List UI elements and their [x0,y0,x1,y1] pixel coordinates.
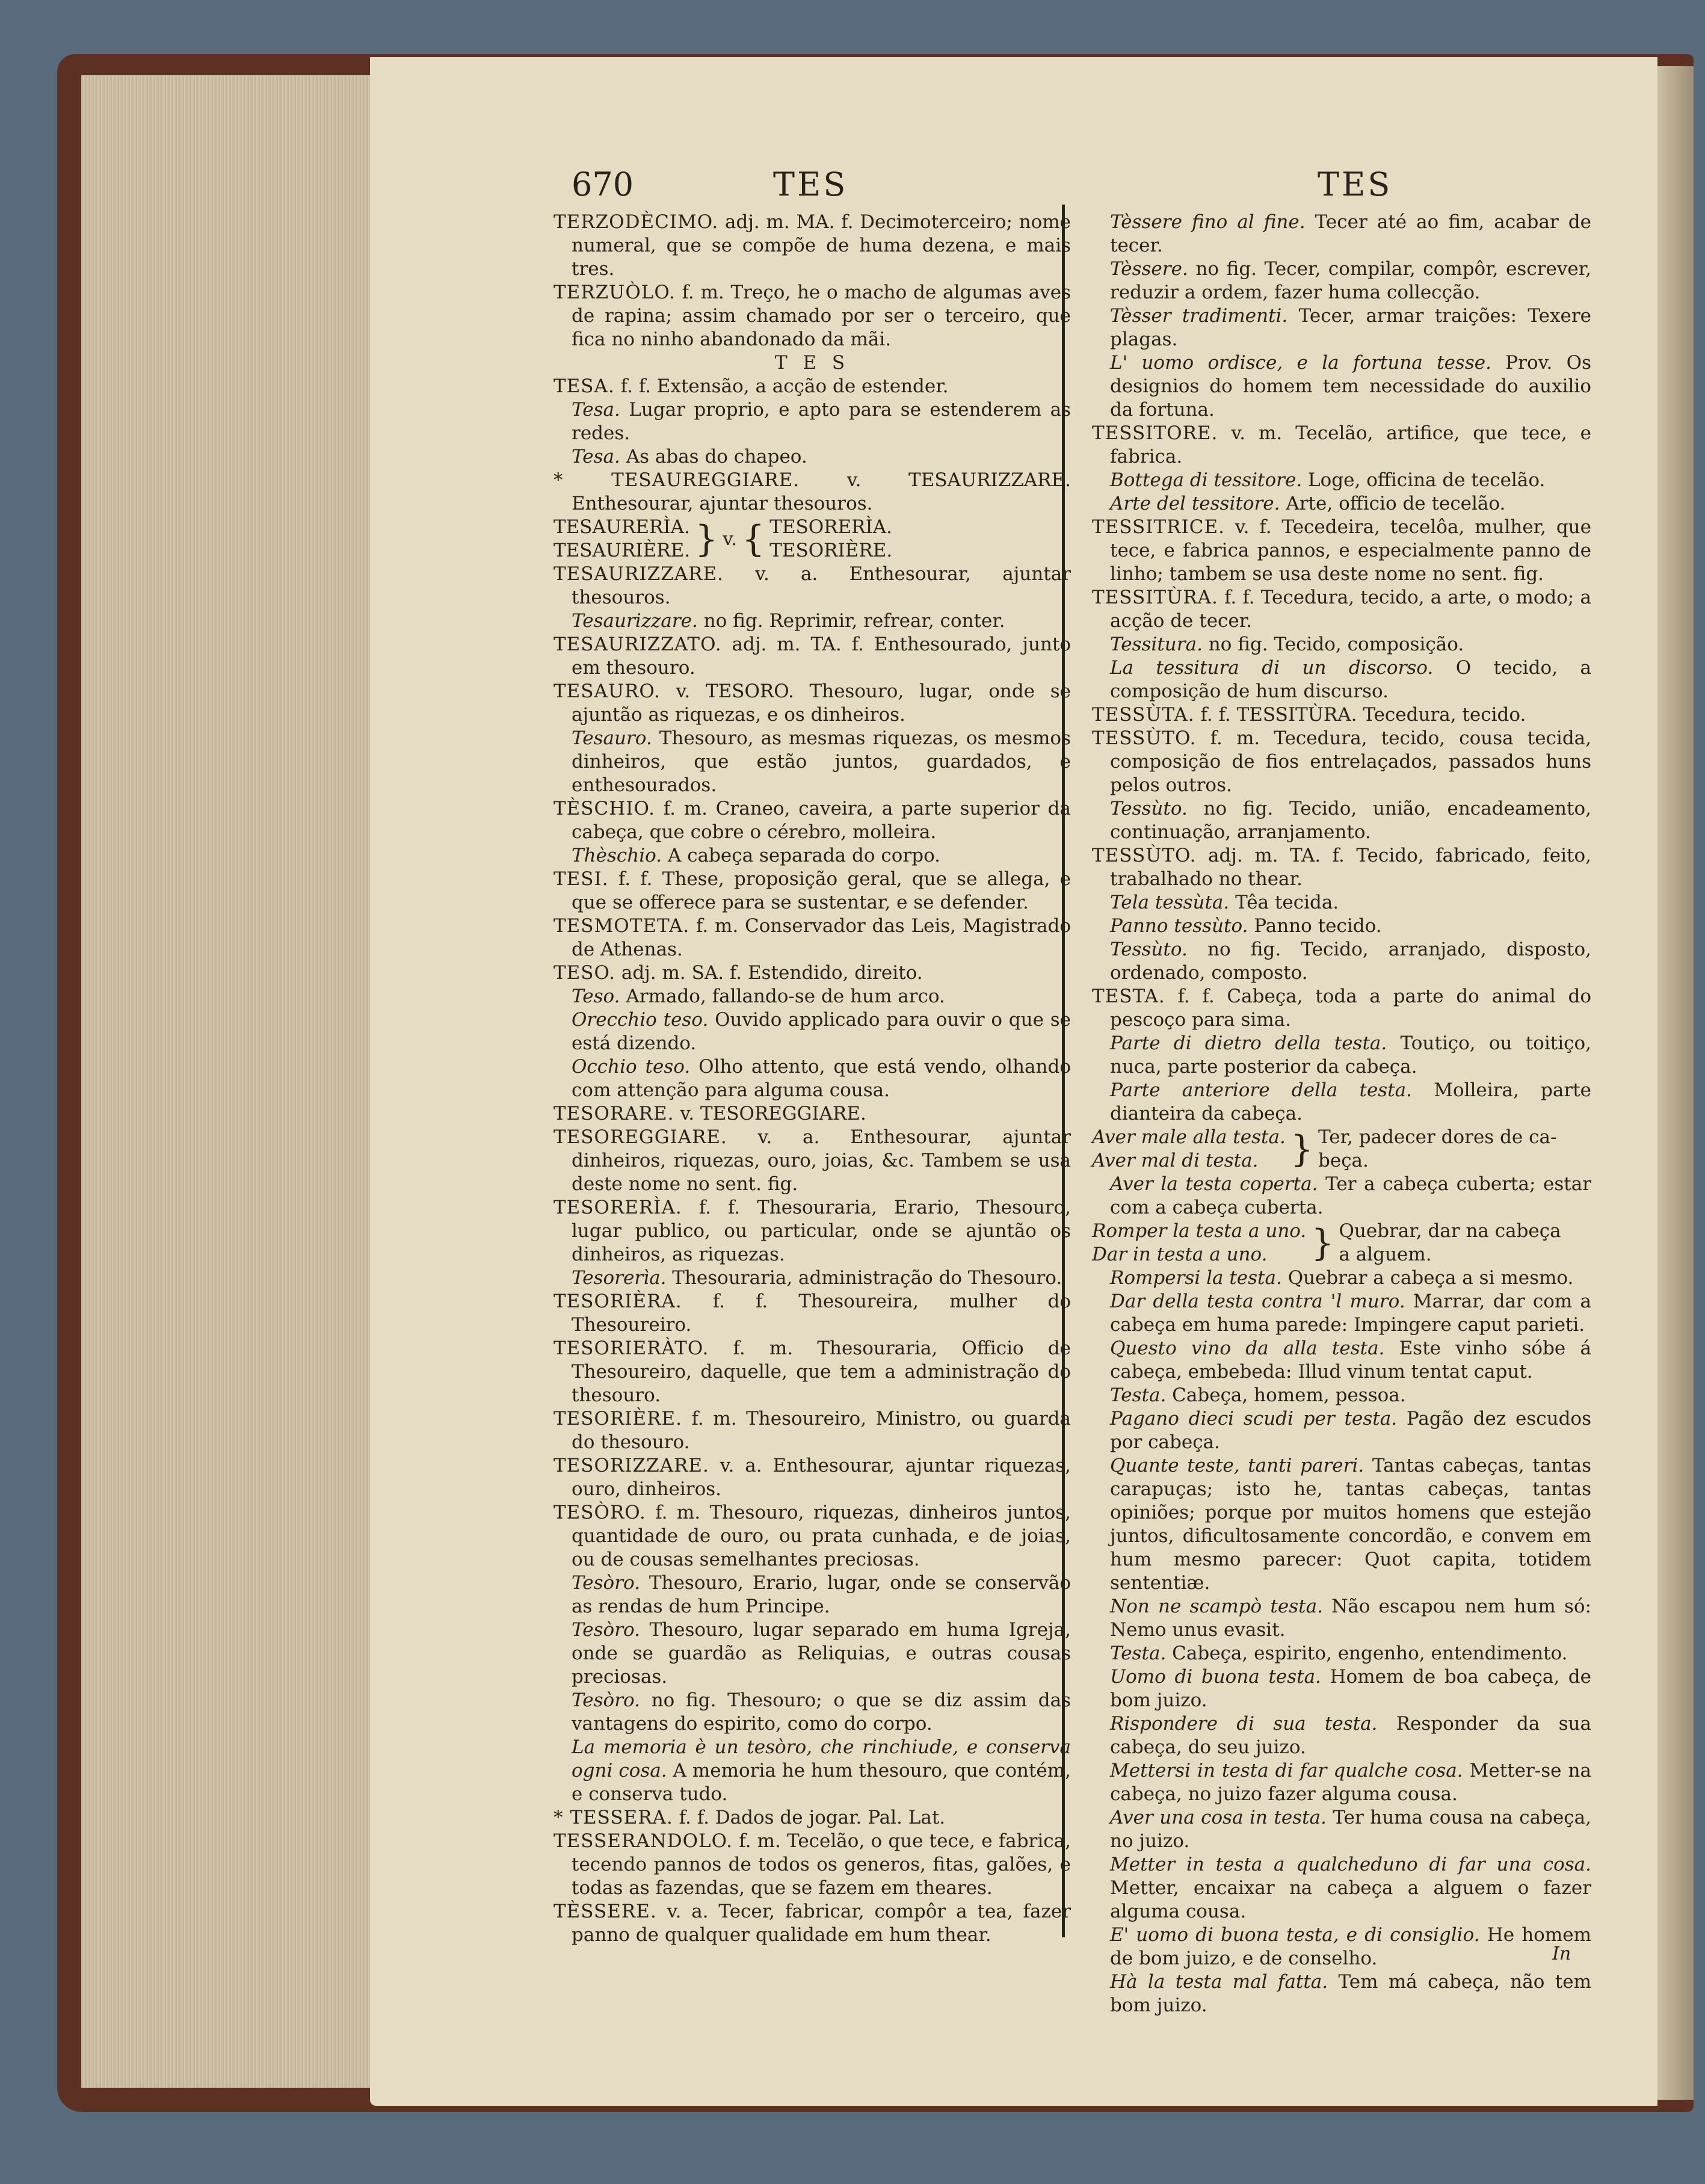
italic-phrase: Aver la testa coperta. [1110,1173,1318,1195]
italic-phrase: Dar della testa contra 'l muro. [1110,1291,1405,1312]
sub-entry [1092,1923,1591,1970]
headword: TESAURO. [553,680,661,702]
definition-text: f. f. These, proposição geral, que se allega, e que se offerece para se sustentar, e se defender. [572,868,1071,913]
italic-phrase: Tesòro. [572,1572,640,1594]
headword: TESOREGGIARE. [553,1126,727,1148]
italic-phrase: Testa. [1110,1384,1167,1406]
headword: TESMOTETA. [553,915,690,937]
headword: TESORIÈRE. [553,1408,682,1430]
sub-entry [553,1689,1071,1736]
sub-entry [553,1266,1071,1290]
braced-group [1092,1126,1591,1173]
dictionary-entry [553,1454,1071,1501]
italic-phrase: Questo vino da alla testa. [1110,1337,1385,1359]
sub-entry [553,844,1071,868]
sub-entry [553,445,1071,469]
sub-entry [553,1055,1071,1102]
dictionary-entry [553,868,1071,915]
italic-phrase: Tela tessùta. [1110,892,1230,913]
dictionary-entry [553,469,1071,516]
dictionary-entry [553,211,1071,281]
headword: TESORERÌA. [553,1197,682,1218]
dictionary-entry [1092,516,1591,586]
italic-phrase: Tessitura. [1110,634,1203,655]
sub-entry [1092,915,1591,938]
dictionary-entry [1092,586,1591,633]
dictionary-entry [553,563,1071,609]
italic-phrase: Parte anteriore della testa. [1110,1079,1412,1101]
page-edges [81,75,371,2088]
definition-text: Armado, fallando-se de hum arco. [620,986,945,1007]
brace-right-item: Ter, padecer dores de ca- [1318,1126,1557,1148]
headword: TESSITORE. [1092,422,1218,444]
dictionary-entry [1092,422,1591,469]
definition-text: v. a. Enthesourar, ajuntar thesouros. [572,563,1071,608]
headword: TESSERANDOLO. [553,1830,733,1852]
italic-phrase: Tèssere. [1110,258,1188,280]
definition-text: Panno tecido. [1248,915,1382,937]
definition-text: O tecido, a composição de hum discurso. [1110,657,1591,702]
definition-text: v. f. Tecedeira, tecelôa, mulher, que tece, e fabrica pannos, e especialmente panno de linho; tambem se usa deste nome no sent. fig. [1110,516,1591,585]
definition-text: f. m. Treço, he o macho de algumas aves de rapina; assim chamado por ser o terceiro, que fica no ninho abandonado da mãi. [572,282,1071,350]
headword: TESSÙTO. [1092,727,1197,749]
sub-entry [1092,211,1591,258]
definition-text: Tecer até ao fim, acabar de tecer. [1110,211,1591,256]
brace-left-item: Aver male alla testa. [1092,1126,1286,1148]
sub-entry [553,1008,1071,1055]
definition-text: Quebrar a cabeça a si mesmo. [1281,1267,1574,1289]
definition-text: f. m. Thesouraria, Officio de Thesoureiro, daquelle, que tem a administração do thesouro. [572,1337,1071,1406]
definition-text: Thesouro, Erario, lugar, onde se conservão as rendas de hum Principe. [572,1572,1071,1617]
sub-entry [1092,258,1591,304]
definition-text: Metter, encaixar na cabeça a alguem o fazer alguma cousa. [1110,1877,1591,1922]
dictionary-entry [553,375,1071,398]
definition-text: no fig. Reprimir, refrear, conter. [697,610,1005,632]
definition-text: f. f. TESSITÙRA. Tecedura, tecido. [1194,704,1526,726]
definition-text: no fig. Tecido, composição. [1202,634,1464,655]
headword: TESORIZZARE. [553,1455,709,1476]
sub-entry [1092,1665,1591,1712]
italic-phrase: L' uomo ordisce, e la fortuna tesse. [1110,352,1491,374]
definition-text: Responder da sua cabeça, do seu juizo. [1110,1713,1591,1758]
definition-text: f. m. Tecelão, o que tece, e fabrica, tecendo pannos de todos os generos, fitas, galões, e todas as fazendas, que se fazem em theares. [572,1830,1071,1899]
definition-text: Não escapou nem hum só: Nemo unus evasit. [1110,1596,1591,1641]
page-number: 670 [572,165,634,203]
definition-text: adj. m. TA. f. Tecido, fabricado, feito, trabalhado no thear. [1110,845,1591,890]
definition-text: v. a. Tecer, fabricar, compôr a tea, fazer panno de qualquer qualidade em hum thear. [572,1901,1071,1946]
definition-text: As abas do chapeo. [620,446,807,467]
sub-entry [1092,304,1591,351]
dictionary-entry [553,797,1071,844]
italic-phrase: Parte di dietro della testa. [1110,1032,1387,1054]
definition-text: Este vinho sóbe á cabeça, embebeda: Illud vinum tentat caput. [1110,1337,1591,1383]
definition-text: v. a. Enthesourar, ajuntar riquezas, ouro, dinheiros. [572,1455,1071,1500]
right-column [1092,211,1591,2017]
sub-entry [1092,1712,1591,1759]
headword: TESI. [553,868,609,890]
definition-text: f. m. Thesouro, riquezas, dinheiros juntos, quantidade de ouro, ou prata cunhada, e de joias, ou de cousas semelhantes preciosas. [572,1502,1071,1570]
headword: TESAURIZZATO. [553,634,722,655]
headword: * TESSERA. [553,1807,673,1828]
left-column [553,211,1071,1947]
definition-text: Loge, officina de tecelão. [1302,469,1546,491]
sub-entry [1092,1032,1591,1079]
definition-text: no fig. Tecido, união, encadeamento, continuação, arranjamento. [1110,798,1591,843]
definition-text: Têa tecida. [1229,892,1339,913]
sub-entry [1092,1595,1591,1642]
headword: TESO. [553,962,615,984]
definition-text: no fig. Tecido, arranjado, disposto, ordenado, composto. [1110,939,1591,984]
italic-phrase: Tesa. [572,399,620,421]
dictionary-entry [553,1501,1071,1572]
italic-phrase: La tessitura di un discorso. [1110,657,1434,679]
italic-phrase: Thèschio. [572,845,662,866]
brace-right-item: TESORIÈRE. [769,540,893,561]
definition-text: Thesouro, as mesmas riquezas, os mesmos dinheiros, que estão juntos, guardados, e enthesourados. [572,727,1071,796]
brace-glyph: } [1290,1128,1313,1170]
headword: TESORIERÀTO. [553,1337,709,1359]
sub-entry [553,609,1071,633]
headword: TESSITÙRA. [1092,587,1218,608]
definition-text: Ter huma cousa na cabeça, no juizo. [1110,1807,1591,1852]
italic-phrase: Metter in testa a qualcheduno di far una cosa. [1110,1854,1591,1875]
definition-text: f. f. Tecedura, tecido, a arte, o modo; a acção de tecer. [1110,587,1591,632]
brace-mid: v. [723,528,737,550]
definition-text: Tecer, armar traições: Texere plagas. [1110,305,1591,350]
sub-entry [1092,1384,1591,1407]
sub-entry [553,985,1071,1008]
definition-text: f. f. Dados de jogar. Pal. Lat. [673,1807,946,1828]
sub-entry [553,1572,1071,1618]
italic-phrase: Tesòro. [572,1689,640,1711]
definition-text: A memoria he hum thesouro, que contém, e conserva tudo. [572,1760,1071,1805]
dictionary-entry [553,1407,1071,1454]
italic-phrase: Tèsser tradimenti. [1110,305,1288,327]
italic-phrase: Arte del tessitore. [1110,493,1280,514]
sub-entry [1092,1806,1591,1853]
definition-text: f. m. Thesoureiro, Ministro, ou guarda do thesouro. [572,1408,1071,1453]
definition-text: Metter-se na cabeça, no juizo fazer alguma cousa. [1110,1760,1592,1805]
dictionary-entry [553,633,1071,680]
definition-text: v. TESORO. Thesouro, lugar, onde se ajuntão as riquezas, e os dinheiros. [572,680,1071,726]
definition-text: Arte, officio de tecelão. [1280,493,1506,514]
brace-left-item: Aver mal di testa. [1092,1150,1259,1171]
dictionary-entry [1092,727,1591,797]
dictionary-entry [553,680,1071,727]
sub-entry [1092,1290,1591,1337]
italic-phrase: Uomo di buona testa. [1110,1666,1321,1688]
headword: * TESAUREGGIARE. [553,469,800,491]
braced-group [1092,1220,1591,1266]
definition-text: He homem de bom juizo, e de conselho. [1110,1924,1591,1969]
italic-phrase: La memoria è un tesòro, che rinchiude, e conserva ogni cosa. [572,1736,1071,1781]
definition-text: f. m. Conservador das Leis, Magistrado de Athenas. [572,915,1071,960]
sub-entry [1092,891,1591,915]
definition-text: f. f. Thesoureira, mulher do Thesoureiro. [572,1291,1071,1336]
dictionary-entry [1092,985,1591,1032]
dictionary-entry [553,281,1071,351]
definition-text: Toutiço, ou toitiço, nuca, parte posterior da cabeça. [1110,1032,1591,1078]
definition-text: v. m. Tecelão, artifice, que tece, e fabrica. [1110,422,1591,467]
headword: TERZODÈCIMO. [553,211,719,233]
brace-right-item: Quebrar, dar na cabeça [1339,1220,1561,1242]
headword: TESAURIZZARE. [553,563,724,585]
sub-entry [1092,1970,1591,2017]
definition-text: Pagão dez escudos por cabeça. [1110,1408,1591,1453]
sub-entry [1092,1642,1591,1665]
headword: TÈSCHIO. [553,798,655,819]
sub-entry [1092,351,1591,422]
italic-phrase: Aver una cosa in testa. [1110,1807,1327,1828]
brace-left-item: TESAURERÌA. [553,516,690,538]
catchword: In [1552,1943,1571,1964]
sub-entry [1092,469,1591,492]
brace-glyph: } [695,518,718,560]
definition-text: Molleira, parte dianteira da cabeça. [1110,1079,1591,1124]
section-heading: T E S [774,352,850,374]
dictionary-entry [553,1290,1071,1337]
dictionary-entry [553,1900,1071,1947]
sub-entry [1092,1853,1591,1923]
italic-phrase: Tesaurizzare. [572,610,698,632]
headword: TESTA. [1092,986,1165,1007]
italic-phrase: Bottega di tessitore. [1110,469,1303,491]
definition-text: f. f. Cabeça, toda a parte do animal do pescoço para sima. [1110,986,1591,1031]
sub-entry [1092,492,1591,516]
definition-text: Ter a cabeça cuberta; estar com a cabeça cuberta. [1110,1173,1592,1218]
dictionary-entry [553,961,1071,985]
sub-entry [1092,633,1591,656]
definition-text: Prov. Os designios do homem tem necessidade do auxilio da fortuna. [1110,352,1591,421]
brace-left-item: Romper la testa a uno. [1092,1220,1307,1242]
italic-phrase: Panno tessùto. [1110,915,1248,937]
headword: TÈSSERE. [553,1901,657,1922]
sub-entry [1092,1454,1591,1595]
headword: TESSÙTA. [1092,704,1195,726]
dictionary-entry [553,1806,1071,1830]
sub-entry [1092,1407,1591,1454]
definition-text: Thesouro, lugar separado em huma Igreja, onde se guardão as Reliquias, e outras cousas preciosas. [572,1619,1071,1688]
dictionary-entry [553,1196,1071,1266]
definition-text: adj. m. MA. f. Decimoterceiro; nome numeral, que se compõe de huma dezena, e mais tres. [572,211,1071,280]
dictionary-entry [553,1830,1071,1900]
sub-entry [553,398,1071,445]
brace-glyph: } [1311,1222,1334,1264]
dictionary-entry [553,1102,1071,1126]
dictionary-entry [1092,844,1591,891]
definition-text: Thesouraria, administração do Thesouro. [666,1267,1062,1289]
definition-text: v. TESAURIZZARE. Enthesourar, ajuntar thesouros. [572,469,1071,514]
dictionary-entry [1092,703,1591,727]
sub-entry [1092,1266,1591,1290]
definition-text: A cabeça separada do corpo. [662,845,941,866]
headword: TESORARE. [553,1103,674,1124]
sub-entry [1092,1173,1591,1220]
dictionary-entry [553,915,1071,961]
sub-entry [1092,1337,1591,1384]
sub-entry [1092,1079,1591,1126]
definition-text: Marrar, dar com a cabeça em huma parede: Impingere caput parieti. [1110,1291,1592,1336]
definition-text: f. f. Thesouraria, Erario, Thesouro, lugar publico, ou particular, onde se ajuntão os dinheiros, as riquezas. [572,1197,1071,1265]
definition-text: v. a. Enthesourar, ajuntar dinheiros, riquezas, ouro, joias, &c. Tambem se usa deste nome no sent. fig. [572,1126,1071,1195]
sub-entry [1092,797,1591,844]
facing-page-edge [1657,66,1694,2100]
italic-phrase: Non ne scampò testa. [1110,1596,1323,1617]
italic-phrase: Tesòro. [572,1619,640,1641]
headword: TESSÙTO. [1092,845,1197,866]
sub-entry [1092,1759,1591,1806]
definition-text: Cabeça, espirito, engenho, entendimento. [1166,1643,1568,1664]
braced-group [553,516,1071,563]
dictionary-entry [553,1337,1071,1407]
definition-text: adj. m. SA. f. Estendido, direito. [615,962,923,984]
headword: TERZUÒLO. [553,282,676,303]
italic-phrase: Occhio teso. [572,1056,691,1078]
definition-text: f. f. Extensão, a acção de estender. [614,375,949,397]
definition-text: Ouvido applicado para ouvir o que se está dizendo. [572,1009,1071,1054]
italic-phrase: Tesa. [572,446,620,467]
italic-phrase: Rompersi la testa. [1110,1267,1282,1289]
dictionary-entry [553,1126,1071,1196]
headword: TESÒRO. [553,1502,646,1523]
running-head-right: TES [1318,165,1393,203]
definition-text: Lugar proprio, e apto para se estenderem as redes. [572,399,1071,444]
headword: TESA. [553,375,615,397]
sub-entry [553,1736,1071,1806]
definition-text: adj. m. TA. f. Enthesourado, junto em thesouro. [572,634,1071,679]
definition-text: v. TESOREGGIARE. [674,1103,866,1124]
italic-phrase: Tesauro. [572,727,652,749]
italic-phrase: Tessùto. [1110,798,1188,819]
definition-text: f. m. Tecedura, tecido, cousa tecida, composição de fios entrelaçados, passados huns pelos outros. [1110,727,1591,796]
brace-right-item: TESORERÌA. [769,516,892,538]
headword: TESORIÈRA. [553,1291,682,1312]
definition-text: f. m. Craneo, caveira, a parte superior da cabeça, que cobre o cérebro, molleira. [572,798,1071,843]
sub-entry [1092,938,1591,985]
sub-entry [553,727,1071,797]
italic-phrase: Tèssere fino al fine. [1110,211,1306,233]
brace-glyph: { [742,518,765,560]
italic-phrase: Orecchio teso. [572,1009,709,1031]
italic-phrase: Mettersi in testa di far qualche cosa. [1110,1760,1463,1781]
italic-phrase: Quante teste, tanti pareri. [1110,1455,1364,1476]
italic-phrase: Rispondere di sua testa. [1110,1713,1378,1735]
brace-right-item: beça. [1318,1150,1369,1171]
italic-phrase: Testa. [1110,1643,1167,1664]
definition-text: no fig. Tecer, compilar, compôr, escrever, reduzir a ordem, fazer huma collecção. [1110,258,1591,303]
running-head-left: TES [773,165,848,203]
definition-text: Tantas cabeças, tantas carapuças; isto he, tantas cabeças, tantas opiniões; porque por muitos homens que estejão juntos, dificultosamente concordão, e convem em hum mesmo parecer: Quot capita, totidem sententiæ. [1110,1455,1591,1594]
definition-text: Olho attento, que está vendo, olhando com attenção para alguma cousa. [572,1056,1071,1101]
definition-text: no fig. Thesouro; o que se diz assim das vantagens do espirito, como do corpo. [572,1689,1071,1735]
italic-phrase: Teso. [572,986,620,1007]
definition-text: Cabeça, homem, pessoa. [1166,1384,1406,1406]
italic-phrase: Hà la testa mal fatta. [1110,1971,1328,1993]
italic-phrase: E' uomo di buona testa, e di consiglio. [1110,1924,1480,1946]
sub-entry [1092,656,1591,703]
italic-phrase: Pagano dieci scudi per testa. [1110,1408,1398,1430]
italic-phrase: Tessùto. [1110,939,1188,960]
definition-text: Tem má cabeça, não tem bom juizo. [1110,1971,1591,2016]
brace-right-item: a alguem. [1339,1244,1432,1265]
definition-text: Homem de boa cabeça, de bom juizo. [1110,1666,1591,1711]
brace-left-item: Dar in testa a uno. [1092,1244,1268,1265]
sub-entry [553,1618,1071,1689]
italic-phrase: Tesorerìa. [572,1267,667,1289]
brace-left-item: TESAURIÈRE. [553,540,691,561]
headword: TESSITRICE. [1092,516,1225,538]
